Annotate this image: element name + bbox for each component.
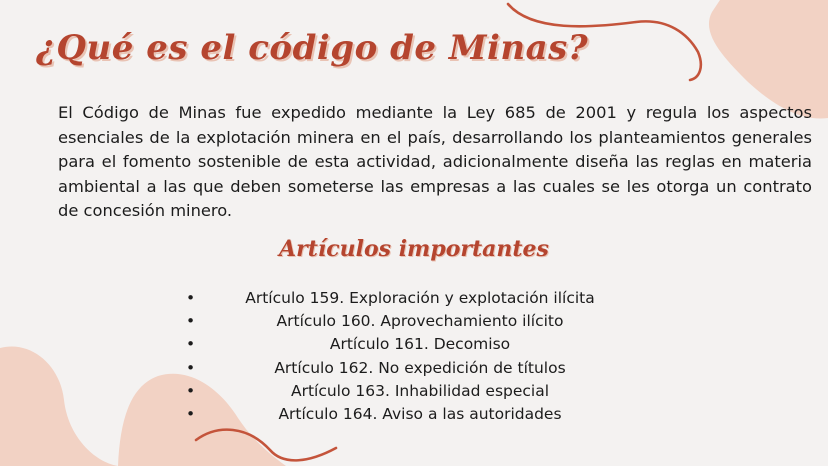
section-subtitle: Artículos importantes [279, 236, 549, 262]
bullet-icon: • [186, 335, 196, 354]
articles-list [180, 287, 660, 426]
article-label: Artículo 164. Aviso a las autoridades [278, 404, 562, 423]
article-label: Artículo 163. Inhabilidad especial [290, 381, 550, 400]
article-label: Artículo 161. Decomiso [329, 335, 511, 354]
list-item [180, 310, 660, 333]
list-item [180, 380, 660, 403]
article-label: Artículo 160. Aprovechamiento ilícito [276, 312, 564, 331]
description-paragraph: El Código de Minas fue expedido mediante la Ley 685 de 2001 y regula los aspectos esenciales de la explotación minera en el país, desarrollando los planteamientos generales para el fomento sostenible de esta actividad, adicionalmente diseña las reglas en materia ambiental a las que deben someterse las empresas a las cuales se les otorga un contrato de concesión minero. [58, 103, 812, 221]
list-item [180, 333, 660, 356]
bullet-icon: • [186, 358, 196, 377]
bullet-icon: • [186, 404, 196, 423]
bottom-left-blob [0, 346, 118, 466]
bullet-icon: • [186, 312, 196, 331]
page-title: ¿Qué es el código de Minas? [36, 28, 589, 68]
bullet-icon: • [186, 289, 196, 307]
list-item [180, 357, 660, 380]
list-item [180, 287, 660, 310]
bullet-icon: • [186, 381, 196, 400]
article-label: Artículo 159. Exploración y explotación ilícita [245, 289, 595, 307]
article-label: Artículo 162. No expedición de títulos [274, 358, 566, 377]
list-item [180, 403, 660, 426]
